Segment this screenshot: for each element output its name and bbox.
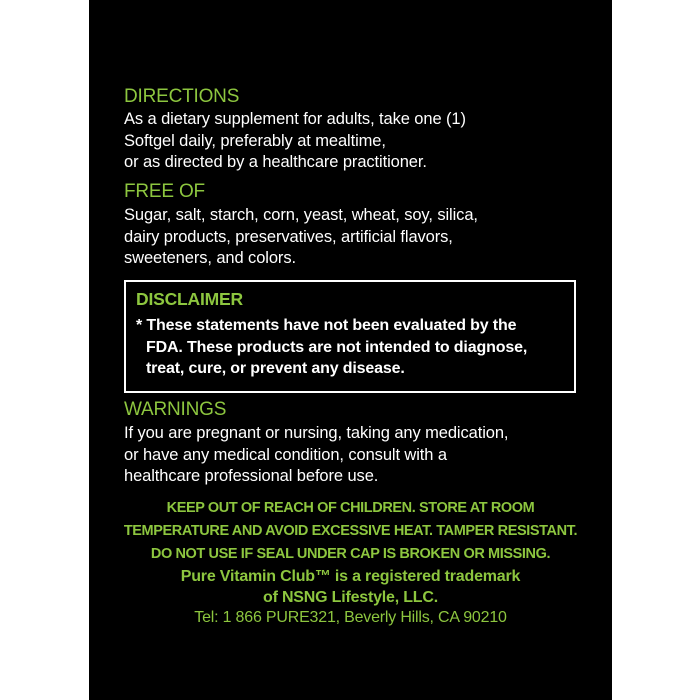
warnings-heading: WARNINGS bbox=[124, 399, 227, 420]
free-of-line: dairy products, preservatives, artificial flavors, bbox=[124, 227, 453, 246]
contact-line: Tel: 1 866 PURE321, Beverly Hills, CA 90210 bbox=[194, 609, 507, 626]
directions-heading: DIRECTIONS bbox=[124, 86, 240, 107]
caution-line: TEMPERATURE AND AVOID EXCESSIVE HEAT. TAMPER RESISTANT. bbox=[123, 523, 578, 539]
warnings-line: healthcare professional before use. bbox=[124, 467, 379, 485]
caution-line: KEEP OUT OF REACH OF CHILDREN. STORE AT ROOM bbox=[166, 500, 535, 516]
trademark-line: Pure Vitamin Club™ is a registered trademark bbox=[180, 568, 521, 585]
disclaimer-heading: DISCLAIMER bbox=[136, 289, 243, 309]
label-panel bbox=[89, 0, 612, 700]
directions-line: As a dietary supplement for adults, take one (1) bbox=[124, 110, 466, 128]
directions-text bbox=[124, 109, 466, 174]
disclaimer-line: FDA. These products are not intended to diagnose, bbox=[146, 338, 528, 356]
directions-line: Softgel daily, preferably at mealtime, bbox=[124, 131, 386, 150]
warnings-line: or have any medical condition, consult with a bbox=[124, 445, 447, 464]
directions-line: or as directed by a healthcare practitioner. bbox=[124, 153, 427, 171]
trademark-text bbox=[89, 566, 612, 608]
warnings-line: If you are pregnant or nursing, taking any medication, bbox=[124, 424, 509, 442]
trademark-line: of NSNG Lifestyle, LLC. bbox=[263, 589, 438, 606]
caution-text bbox=[89, 497, 612, 566]
disclaimer-line: * These statements have not been evaluated by the bbox=[136, 317, 517, 334]
disclaimer-line: treat, cure, or prevent any disease. bbox=[146, 360, 405, 377]
free-of-heading: FREE OF bbox=[124, 181, 205, 202]
warnings-text bbox=[124, 423, 508, 488]
free-of-line: sweeteners, and colors. bbox=[124, 249, 296, 267]
free-of-line: Sugar, salt, starch, corn, yeast, wheat, soy, silica, bbox=[124, 206, 478, 224]
disclaimer-box bbox=[124, 280, 576, 393]
caution-line: DO NOT USE IF SEAL UNDER CAP IS BROKEN OR MISSING. bbox=[150, 546, 551, 562]
disclaimer-text bbox=[136, 315, 527, 380]
free-of-text bbox=[124, 205, 478, 270]
